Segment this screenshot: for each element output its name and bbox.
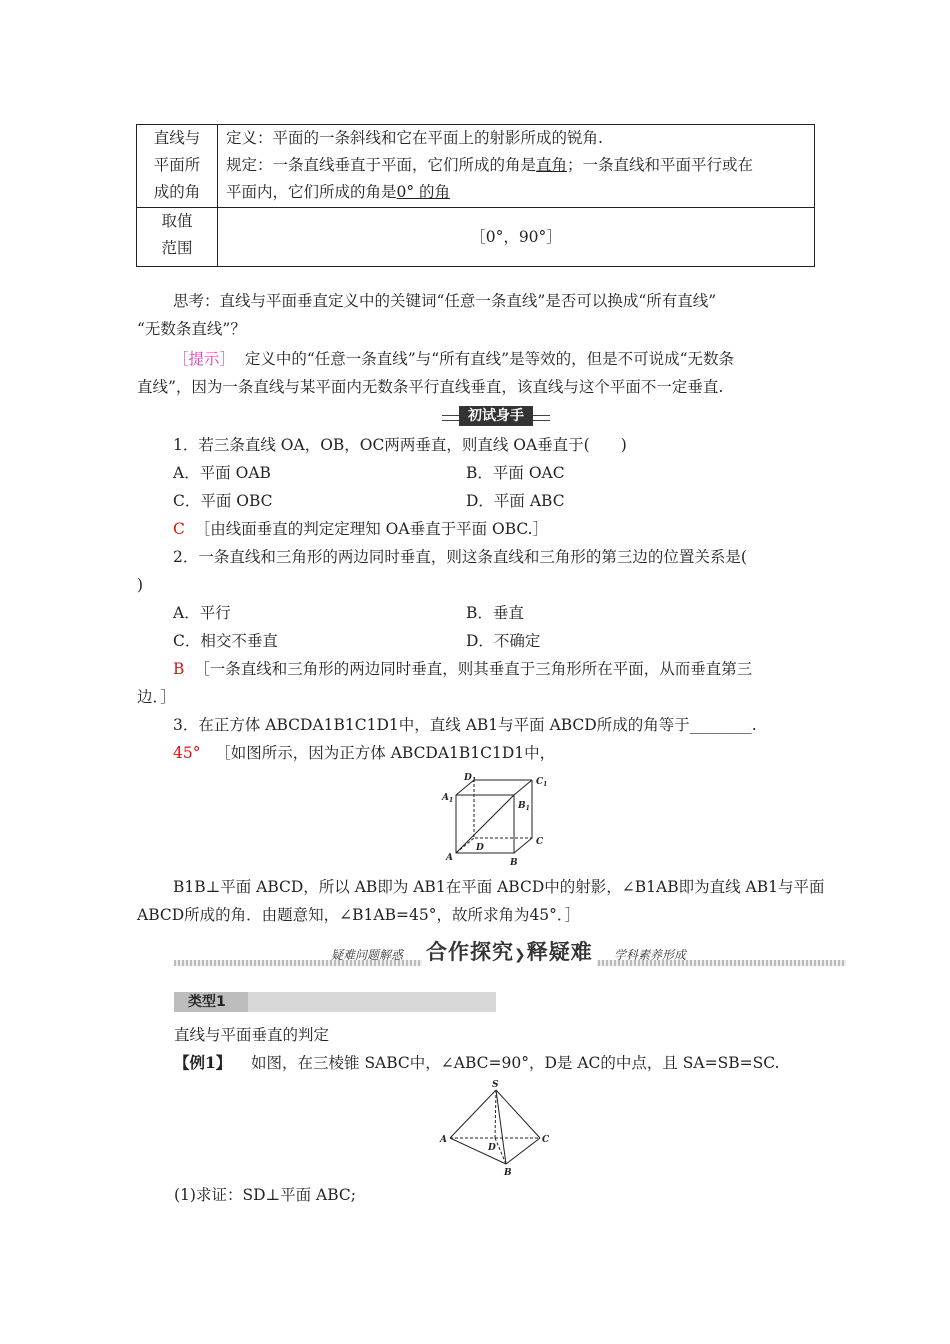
q1-option-b: B．平面 OAC	[466, 464, 565, 482]
label-c1: $C_1$	[536, 777, 548, 788]
q3-answer: 45° ［如图所示，因为正方体 ABCDA1B1C1D1中，	[173, 744, 556, 762]
definition-line: 定义：平面的一条斜线和它在平面上的射影所成的锐角.	[226, 129, 603, 147]
q2-option-d: D．不确定	[466, 632, 541, 650]
label-b1: $B_1$	[518, 801, 530, 812]
label-d: D	[488, 1143, 496, 1153]
section-badge: 初试身手	[442, 406, 550, 428]
think-question-cont: “无数条直线”？	[137, 320, 246, 338]
q2-option-c: C．相交不垂直	[173, 632, 278, 650]
rule-line-2: 平面内，它们所成的角是0° 的角	[226, 183, 451, 201]
label-a1: $A_1$	[442, 793, 454, 804]
table-row-header-range: 取值范围	[137, 208, 218, 267]
example-part-1: (1)求证：SD⊥平面 ABC;	[174, 1186, 356, 1204]
label-b: B	[504, 1168, 512, 1178]
q2-answer-cont: 边．］	[137, 688, 176, 706]
think-question: 思考：直线与平面垂直定义中的关键词“任意一条直线”是否可以换成“所有直线”	[173, 292, 717, 310]
hint-line: ［提示］ 定义中的“任意一条直线”与“所有直线”是等效的，但是不可说成“无数条	[173, 350, 734, 368]
label-a: A	[440, 1135, 447, 1145]
q1-option-c: C．平面 OBC	[173, 492, 273, 510]
q3-explain-2: B1B⊥平面 ABCD，所以 AB即为 AB1在平面 ABCD中的射影，∠B1AB即为直线 AB1与平面	[173, 878, 825, 896]
q3-stem: 3．在正方体 ABCDA1B1C1D1中，直线 AB1与平面 ABCD所成的角等于________.	[173, 716, 757, 734]
diagonal-ab1	[456, 795, 514, 853]
label-a: A	[446, 853, 453, 863]
example-1: 【例1】 如图，在三棱锥 SABC中，∠ABC=90°，D是 AC的中点，且 SA=SB=SC.	[174, 1053, 780, 1072]
label-c: C	[542, 1135, 550, 1145]
q1-answer: C ［由线面垂直的判定定理知 OA垂直于平面 OBC.］	[173, 520, 549, 538]
q1-option-d: D．平面 ABC	[466, 492, 565, 510]
q2-option-b: B．垂直	[466, 604, 524, 622]
range-value: ［0°，90°］	[218, 208, 815, 267]
q2-stem-cont: )	[137, 576, 144, 594]
banner-left-text: 疑难问题解惑	[331, 948, 404, 962]
q1-stem: 1．若三条直线 OA，OB，OC两两垂直，则直线 OA垂直于( )	[173, 436, 627, 454]
q1-option-a: A．平面 OAB	[173, 464, 271, 482]
label-b: B	[510, 858, 518, 868]
label-s: S	[492, 1080, 499, 1090]
type-badge: 类型1	[174, 992, 496, 1012]
pyramid-figure	[436, 1078, 556, 1178]
q2-option-a: A．平行	[173, 604, 231, 622]
banner-right-text: 学科素养形成	[614, 948, 687, 962]
q2-answer: B ［一条直线和三角形的两边同时垂直，则其垂直于三角形所在平面，从而垂直第三	[173, 660, 753, 678]
cube-figure	[436, 770, 556, 868]
rule-line: 规定：一条直线垂直于平面，它们所成的角是直角；一条直线和平面平行或在	[226, 156, 754, 174]
table-cell-definition	[218, 125, 815, 208]
q2-stem: 2．一条直线和三角形的两边同时垂直，则这条直线和三角形的第三边的位置关系是(	[173, 548, 747, 566]
table-row-header-angle: 直线与平面所成的角	[137, 125, 218, 208]
q3-explain-3: ABCD所成的角．由题意知，∠B1AB=45°，故所求角为45°．］	[137, 906, 581, 924]
hint-line-2: 直线”，因为一条直线与某平面内无数条平行直线垂直，该直线与这个平面不一定垂直.	[137, 378, 724, 396]
label-d: D	[476, 843, 484, 853]
label-d1: $D_1$	[464, 773, 476, 784]
section-banner	[174, 936, 846, 970]
label-c: C	[536, 837, 544, 847]
hint-tag: ［提示］	[173, 350, 236, 368]
definition-table	[136, 124, 815, 267]
banner-title: 合作探究❯释疑难	[422, 936, 597, 966]
section-title: 直线与平面垂直的判定	[174, 1026, 330, 1044]
